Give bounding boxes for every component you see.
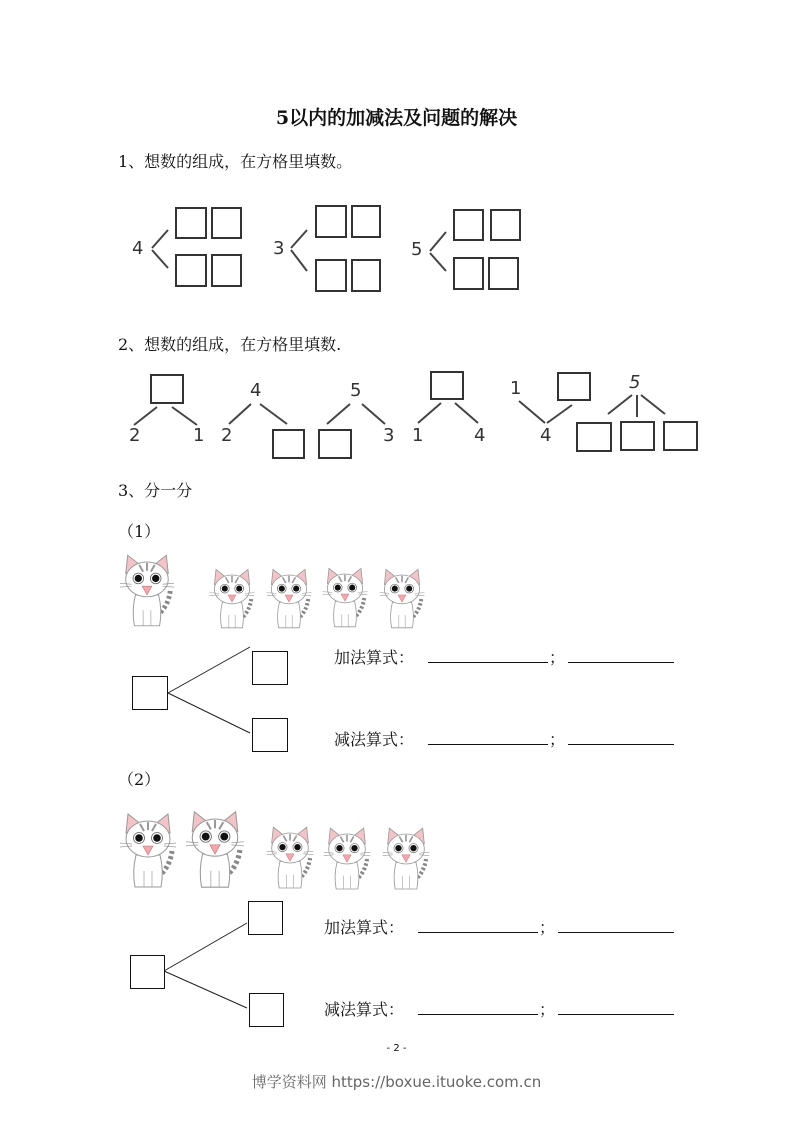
tree-2-left-number: 2 [221,425,233,446]
part-box[interactable] [252,651,288,685]
answer-box[interactable] [430,371,464,400]
total-box[interactable] [130,955,165,989]
q1-group-3-number: 5 [411,239,423,260]
answer-box[interactable] [557,372,591,401]
tree-3-top-number: 5 [350,380,362,401]
cat-image [321,563,369,633]
separator: ； [539,918,556,937]
part-box[interactable] [252,718,288,752]
subtraction-label: 减法算式： [334,730,415,749]
tree-4-left-number: 1 [412,425,424,446]
cat-image [322,825,372,893]
cat-image [208,565,256,633]
page-number: - 2 - [386,1043,407,1054]
tree-6-top-number: 5 [629,372,641,393]
answer-box[interactable] [351,205,381,238]
tree-5-left-number: 1 [510,378,522,399]
answer-box[interactable] [175,254,207,287]
addition-blank-2[interactable] [568,662,674,663]
answer-box[interactable] [211,254,242,287]
separator: ； [539,1000,556,1019]
subtraction-blank-2[interactable] [558,1014,674,1015]
cat-image [381,825,431,893]
answer-box[interactable] [663,421,698,451]
answer-box[interactable] [211,207,242,239]
answer-box[interactable] [318,429,352,459]
question-3-label: 3、分一分 [118,481,193,500]
answer-box[interactable] [488,257,519,290]
answer-box[interactable] [272,429,305,459]
tree-1-left-number: 2 [129,425,141,446]
answer-box[interactable] [490,209,521,241]
part-2-label: （2） [118,770,161,789]
cat-image [118,808,178,894]
addition-blank-1[interactable] [428,662,548,663]
subtraction-blank-2[interactable] [568,744,674,745]
cat-image [378,565,426,633]
separator: ； [549,648,566,667]
part-box[interactable] [248,901,283,935]
addition-blank-2[interactable] [558,932,674,933]
addition-blank-1[interactable] [418,932,538,933]
cat-image [118,549,176,633]
page-title: 5以内的加减法及问题的解决 [275,107,518,129]
subtraction-blank-1[interactable] [418,1014,538,1015]
q1-group-2-number: 3 [273,238,285,259]
answer-box[interactable] [453,209,484,241]
subtraction-blank-1[interactable] [428,744,548,745]
answer-box[interactable] [351,259,381,292]
tree-4-right-number: 4 [474,425,486,446]
answer-box[interactable] [453,257,484,290]
cat-image [265,565,313,633]
part-1-label: （1） [118,522,161,541]
subtraction-label: 减法算式： [324,1000,405,1019]
separator: ； [549,730,566,749]
addition-label: 加法算式： [324,918,405,937]
tree-3-right-number: 3 [383,425,395,446]
answer-box[interactable] [620,421,655,451]
footer-watermark: 博学资料网 https://boxue.ituoke.com.cn [251,1073,542,1091]
tree-1-right-number: 1 [193,425,205,446]
cat-image [265,823,315,893]
cat-image [184,806,246,894]
answer-box[interactable] [150,374,184,404]
answer-box[interactable] [315,205,347,238]
part-box[interactable] [249,993,284,1027]
q1-group-1-number: 4 [132,238,144,259]
answer-box[interactable] [315,259,347,292]
question-1-label: 1、想数的组成，在方格里填数。 [118,152,353,171]
answer-box[interactable] [576,422,612,452]
answer-box[interactable] [175,207,207,239]
question-2-label: 2、想数的组成，在方格里填数. [118,335,342,354]
addition-label: 加法算式： [334,648,415,667]
tree-5-bottom-number: 4 [540,425,552,446]
tree-2-top-number: 4 [250,380,262,401]
total-box[interactable] [132,676,168,710]
